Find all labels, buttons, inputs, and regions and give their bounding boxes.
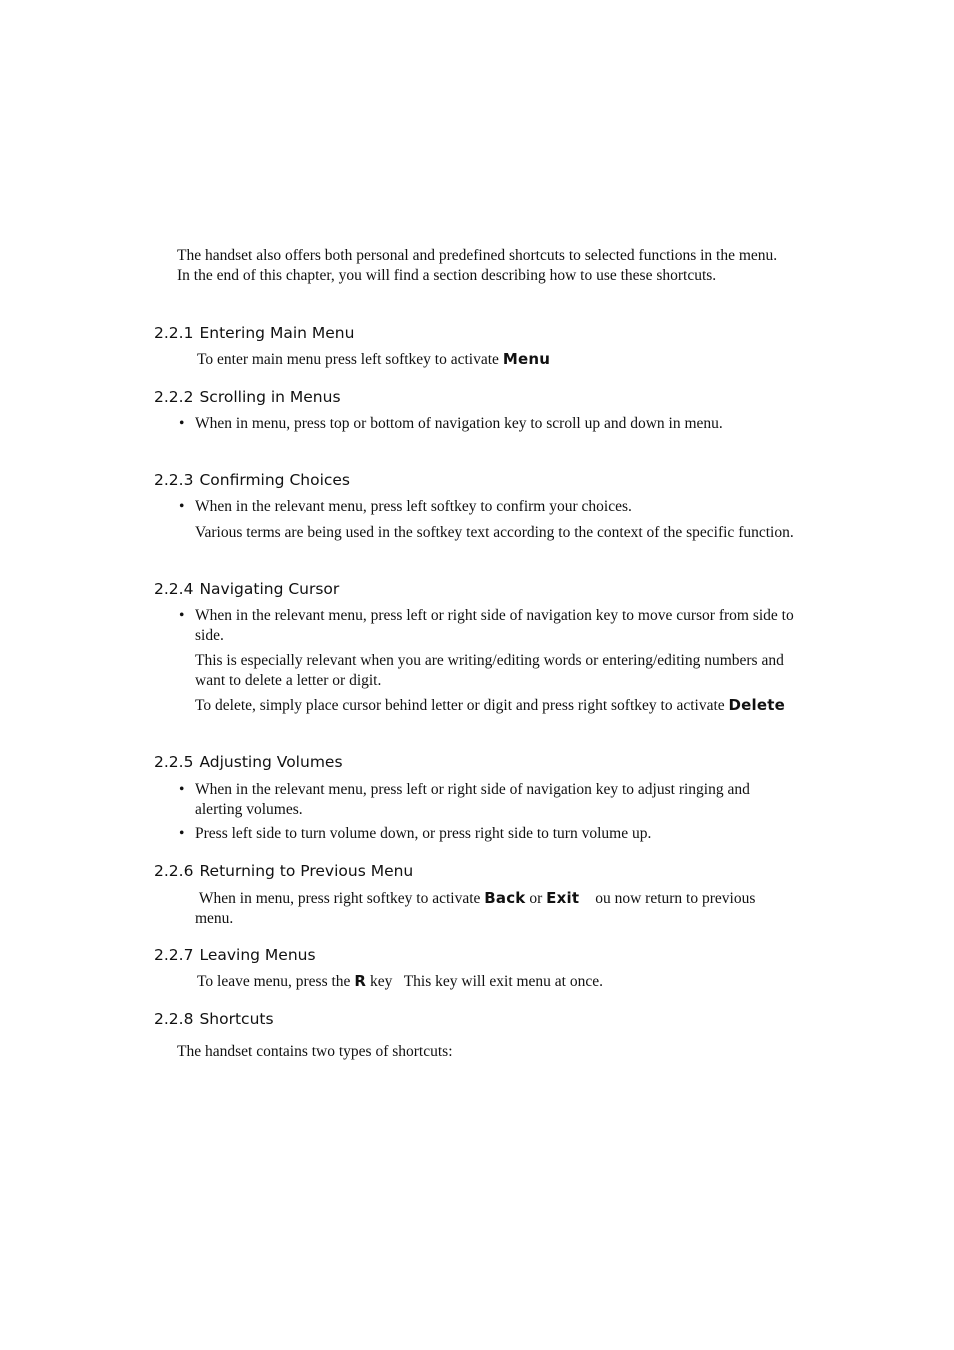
section-title: Adjusting Volumes <box>199 753 343 771</box>
section-title: Confirming Choices <box>199 471 351 489</box>
list-item <box>177 497 797 517</box>
section-number: 2.2.8 <box>154 1010 194 1028</box>
instruction-text: or <box>529 890 543 907</box>
returning-instruction <box>195 889 795 928</box>
section-heading-2-2-4 <box>154 579 339 599</box>
instruction-text: When in menu, press right softkey to activate <box>198 890 481 907</box>
confirming-note: Various terms are being used in the softkey text according to the context of the specific function. <box>195 524 794 541</box>
section-title: Shortcuts <box>199 1010 274 1028</box>
section-number: 2.2.6 <box>154 862 194 880</box>
bullet-icon: • <box>179 781 185 798</box>
section-title: Navigating Cursor <box>199 580 340 598</box>
softkey-delete-label: Delete <box>728 696 785 714</box>
instruction-text: To delete, simply place cursor behind letter or digit and press right softkey to activate <box>195 697 725 714</box>
instruction-text: To enter main menu press left softkey to activate <box>197 351 499 368</box>
section-heading-2-2-5 <box>154 752 343 772</box>
section-title: Returning to Previous Menu <box>199 862 414 880</box>
instruction-text: This key will exit menu at once. <box>403 973 604 990</box>
list-item-text: When in the relevant menu, press left or right side of navigation key to adjust ringing and alerting volumes. <box>195 781 750 818</box>
instruction-text: To leave menu, press the <box>197 973 351 990</box>
softkey-menu-label: Menu <box>502 350 551 368</box>
entering-menu-text <box>197 350 797 370</box>
softkey-exit-label: Exit <box>546 889 580 907</box>
section-heading-2-2-3 <box>154 470 350 490</box>
section-number: 2.2.3 <box>154 471 194 489</box>
list-item <box>177 606 797 645</box>
section-heading-2-2-8 <box>154 1009 274 1029</box>
key-r-label: R <box>354 972 367 990</box>
section-number: 2.2.4 <box>154 580 194 598</box>
shortcuts-intro: The handset contains two types of shortcuts: <box>177 1043 453 1060</box>
intro-paragraph: The handset also offers both personal and predefined shortcuts to selected functions in the menu. In the end of this chapter, you will find a section describing how to use these shortcuts. <box>177 247 778 284</box>
section-title: Scrolling in Menus <box>199 388 341 406</box>
bullet-icon: • <box>179 498 185 515</box>
instruction-text: key <box>369 973 393 990</box>
section-title: Entering Main Menu <box>199 324 355 342</box>
list-item-text: Press left side to turn volume down, or press right side to turn volume up. <box>195 825 652 842</box>
section-number: 2.2.7 <box>154 946 194 964</box>
cursor-note: This is especially relevant when you are writing/editing words or entering/editing numbers and want to delete a letter or digit. <box>195 652 784 689</box>
bullet-icon: • <box>179 825 185 842</box>
section-heading-2-2-2 <box>154 387 341 407</box>
section-number: 2.2.1 <box>154 324 194 342</box>
list-item <box>177 414 797 434</box>
bullet-icon: • <box>179 415 185 432</box>
list-item <box>177 780 797 819</box>
section-title: Leaving Menus <box>199 946 316 964</box>
section-number: 2.2.5 <box>154 753 194 771</box>
section-heading-2-2-7 <box>154 945 316 965</box>
section-heading-2-2-1 <box>154 323 354 343</box>
bullet-icon: • <box>179 607 185 624</box>
leaving-instruction <box>197 972 797 992</box>
delete-instruction <box>195 696 795 716</box>
section-heading-2-2-6 <box>154 861 413 881</box>
list-item-text: When in the relevant menu, press left or right side of navigation key to move cursor from side to side. <box>195 607 794 644</box>
list-item <box>177 824 797 844</box>
softkey-back-label: Back <box>484 889 526 907</box>
section-number: 2.2.2 <box>154 388 194 406</box>
list-item-text: When in the relevant menu, press left softkey to confirm your choices. <box>195 498 632 515</box>
instruction-text: ou now return to previous menu. <box>195 890 756 927</box>
list-item-text: When in menu, press top or bottom of navigation key to scroll up and down in menu. <box>195 415 723 432</box>
